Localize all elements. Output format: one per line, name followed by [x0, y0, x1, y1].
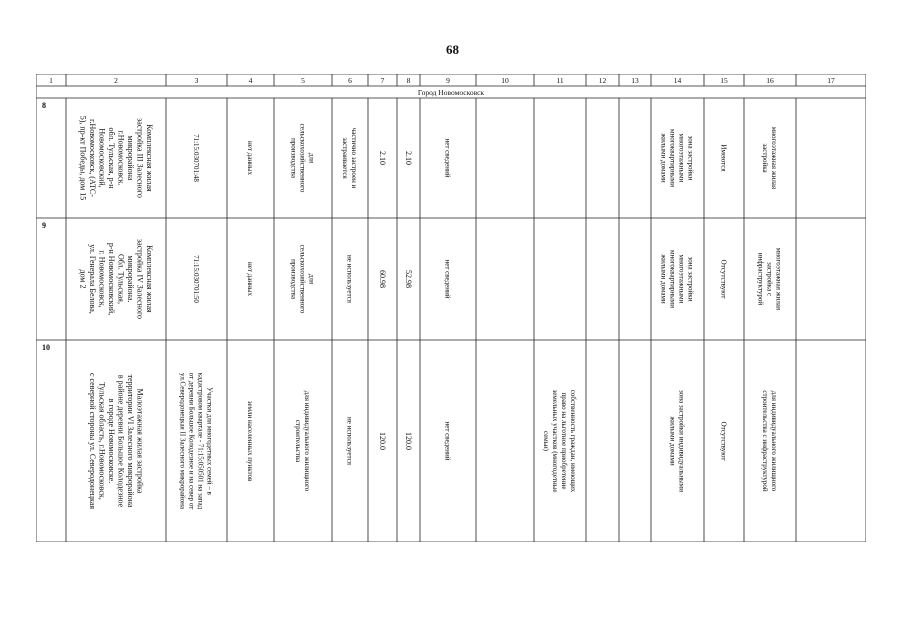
- cadastral-number-line: Участки для многодетных семей – в: [205, 387, 214, 495]
- area-total-line: 2.10: [378, 151, 387, 165]
- land-category: [246, 401, 254, 482]
- column-number-6: 6: [348, 76, 352, 85]
- cadastral-number-line: 71:15:030701:48: [192, 134, 200, 182]
- area-free-line: 2.10: [404, 151, 413, 165]
- object-name-address: [78, 116, 154, 201]
- object-name-address-line: в районе деревни Большое Колодезное: [116, 374, 126, 508]
- object-name-address-line: г.Новомосковск.: [116, 130, 126, 186]
- area-free-line: 120.0: [404, 432, 413, 450]
- column-number-17: 17: [827, 76, 835, 85]
- column-number-7: 7: [380, 76, 385, 85]
- cadastral-number-line: кадастровом квартале - 71:15:050501 на запад: [196, 372, 205, 510]
- infrastructure-line: Отсутствуют: [719, 421, 728, 461]
- infrastructure: [720, 422, 728, 461]
- planned-use-line: строительства с инфраструктурой: [761, 390, 769, 492]
- object-name-address-line: территории VI Залесного микрорайона: [125, 374, 135, 508]
- object-name-address-line: г.Новомосковск, (АТС-: [87, 119, 97, 197]
- territorial-zone-line: многоэтажными: [677, 133, 686, 183]
- planned-use: [761, 390, 778, 492]
- encumbrance-info-line: нет сведений: [443, 138, 452, 178]
- territorial-zone-line: жилыми домами: [659, 254, 668, 304]
- area-free: [404, 432, 413, 450]
- ownership-info: [542, 390, 577, 493]
- permitted-use-line: сельскохозяйственного: [298, 244, 307, 314]
- permitted-use: [290, 245, 316, 314]
- object-name-address-line: р-н Новомосковский,: [106, 242, 116, 316]
- planned-use-line: инфраструктурой: [756, 252, 765, 306]
- permitted-use-line: производства: [289, 138, 298, 178]
- territorial-zone-line: зона застройки: [686, 135, 695, 181]
- territorial-zone-line: зона застройки индивидуальными: [677, 390, 686, 492]
- column-number-12: 12: [598, 76, 607, 85]
- row-number: 9: [42, 221, 46, 230]
- object-name-address-line: с северной стороны ул. Северодонецкая: [87, 372, 97, 510]
- column-number-13: 13: [631, 76, 639, 85]
- object-name-address-line: в городе Новомосковске.: [106, 398, 116, 484]
- ownership-info-line: семьи): [542, 431, 550, 451]
- object-name-address-line: Комплексная жилая: [144, 245, 154, 313]
- column-number-4: 4: [248, 76, 253, 85]
- object-name-address-line: дом 2: [78, 269, 88, 289]
- ownership-info-line: земельных участков (многодетные: [551, 389, 559, 493]
- column-number-8: 8: [406, 76, 411, 85]
- object-name-address-line: микрорайона: [125, 135, 135, 181]
- territorial-zone-line: многоэтажными: [677, 254, 686, 304]
- column-number-5: 5: [301, 76, 305, 85]
- section-title: Город Новомосковск: [417, 88, 485, 97]
- column-number-9: 9: [446, 76, 450, 85]
- planned-use-line: застройка с: [765, 261, 774, 297]
- current-use-line: застраивается: [341, 137, 349, 179]
- cadastral-number: [179, 373, 214, 510]
- column-number-1: 1: [49, 76, 53, 85]
- land-category-line: нет данных: [246, 261, 254, 297]
- cadastral-number-line: от деревни Большое Колодезное и на север от: [187, 372, 196, 510]
- column-number-3: 3: [194, 76, 199, 85]
- object-name-address-line: застройка IV Залесного: [135, 238, 145, 320]
- area-total-line: 60.98: [378, 270, 387, 288]
- current-use-line: не используется: [345, 255, 354, 303]
- current-use: [341, 128, 358, 189]
- cadastral-number: [192, 255, 200, 303]
- planned-use: [761, 127, 778, 190]
- current-use: [346, 255, 354, 304]
- land-category-line: нет данных: [246, 140, 254, 176]
- land-category: [246, 141, 254, 176]
- area-total-line: 120.0: [378, 432, 387, 450]
- territorial-zone-line: жилыми домами: [668, 416, 677, 466]
- land-plots-table: [36, 74, 866, 542]
- column-number-11: 11: [556, 76, 564, 85]
- object-name-address-line: г. Новомосковск,: [97, 250, 107, 308]
- planned-use-line: многоэтажная жилая: [770, 126, 778, 190]
- current-use-line: частично застроен и: [350, 127, 358, 189]
- object-name-address-line: застройка III Залесного: [135, 118, 145, 198]
- permitted-use-line: строительства: [294, 419, 302, 463]
- permitted-use-line: для: [307, 152, 316, 164]
- permitted-use: [294, 391, 311, 492]
- column-number-2: 2: [114, 76, 118, 85]
- ownership-info-line: право на льготное приобретение: [560, 392, 568, 490]
- current-use: [346, 417, 354, 466]
- object-name-address: [78, 239, 154, 319]
- encumbrance-info-line: нет сведений: [443, 421, 452, 461]
- land-category-line: земли населенных пунктов: [246, 400, 254, 482]
- territorial-zone: [660, 250, 695, 308]
- area-total: [378, 432, 387, 450]
- infrastructure: [720, 260, 728, 299]
- object-name-address-line: Малоэтажная жилая застройка: [135, 388, 145, 494]
- object-name-address-line: Новомосковский,: [97, 128, 107, 188]
- infrastructure-line: Имеются: [719, 144, 728, 172]
- area-total: [378, 151, 387, 165]
- column-number-15: 15: [720, 76, 728, 85]
- planned-use: [757, 248, 783, 311]
- infrastructure-line: Отсутствуют: [719, 259, 728, 299]
- territorial-zone-line: многоквартирными: [668, 250, 677, 308]
- area-free: [404, 270, 413, 288]
- planned-use-line: многоэтажная жилая: [774, 247, 783, 311]
- object-name-address-line: Комплексная жилая: [144, 124, 154, 192]
- object-name-address-line: 5), пр-кт Победы, дом 15: [78, 115, 88, 201]
- object-name-address-line: обл. Тульская, р-н: [106, 127, 116, 189]
- permitted-use-line: сельскохозяйственного: [298, 123, 307, 193]
- object-name-address-line: Тульская область, г.Новомосковск,: [97, 382, 107, 500]
- permitted-use-line: для индивидуального жилищного: [303, 390, 311, 492]
- column-number-10: 10: [501, 76, 509, 85]
- row-number: 10: [42, 343, 50, 352]
- page-number: 68: [446, 42, 459, 57]
- territorial-zone-line: зона застройки: [686, 256, 695, 302]
- permitted-use-line: для: [307, 273, 316, 285]
- permitted-use-line: производства: [289, 259, 298, 299]
- encumbrance-info: [444, 260, 452, 299]
- encumbrance-info: [444, 139, 452, 178]
- permitted-use: [290, 124, 316, 193]
- column-number-14: 14: [673, 76, 682, 85]
- territorial-zone-line: многоквартирными: [668, 129, 677, 187]
- cadastral-number-line: 71:15:030701:50: [192, 255, 200, 303]
- planned-use-line: застройка: [761, 143, 769, 173]
- column-number-16: 16: [766, 76, 774, 85]
- land-category: [246, 262, 254, 297]
- current-use-line: не используется: [345, 417, 354, 465]
- area-total: [378, 270, 387, 288]
- object-name-address: [88, 373, 145, 509]
- row-number: 8: [42, 101, 46, 110]
- territorial-zone: [660, 129, 695, 187]
- planned-use-line: для индивидуального жилищного: [770, 390, 778, 492]
- ownership-info-line: собственность граждан, имеющих: [569, 389, 577, 493]
- cadastral-number-line: ул.Северодонецкая II Залесного микрорайона: [178, 373, 187, 509]
- encumbrance-info-line: нет сведений: [443, 259, 452, 299]
- object-name-address-line: Обл. Тульская,: [116, 254, 126, 304]
- cadastral-number: [192, 134, 200, 182]
- territorial-zone-line: жилыми домами: [659, 133, 668, 183]
- object-name-address-line: ул. Генерала Белова,: [87, 244, 97, 314]
- territorial-zone: [669, 390, 686, 492]
- infrastructure: [720, 144, 728, 172]
- area-free: [404, 151, 413, 165]
- object-name-address-line: микрорайона.: [125, 255, 135, 303]
- area-free-line: 52.98: [404, 270, 413, 288]
- encumbrance-info: [444, 422, 452, 461]
